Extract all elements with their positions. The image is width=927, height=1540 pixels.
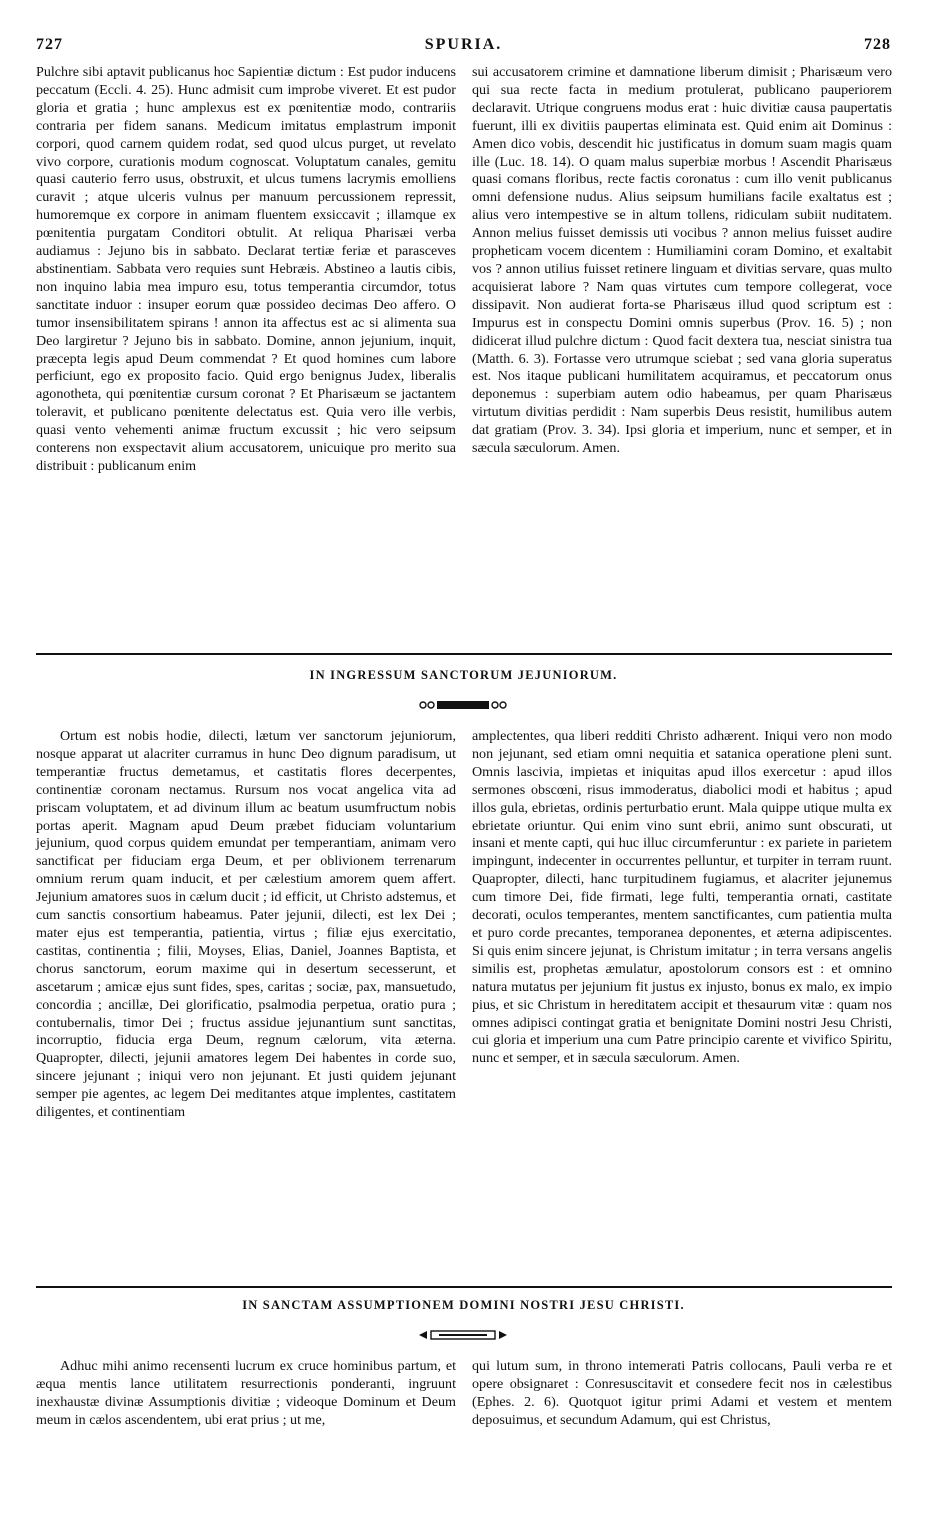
section-2-columns (36, 728, 892, 1122)
section-1-right-text: sui accusatorem crimine et damnatione liberum dimisit ; Pharisæum vero qui sua recte facta in medium protulerat, publicano pauperiorem declaravit. Utrique congruens modus erat : huic divitiæ causa paupertatis fuerunt, illi ex divitiis paupertas eliminata est. Quid enim ait Dominus : Amen dico vobis, descendit hic justificatus in domum suam magis quam ille (Luc. 18. 14). O quam malus superbiæ morbus ! Ascendit Pharisæus quasi comans floribus, recte factis coronatus : cum illo venit publicanus omni defensione nudus. Alius seipsum humilians facile exaltatus est ; alius vero intempestive se in altum tollens, ridiculam subiit nuditatem. Annon melius fuisset demissis uti vocibus ? annon melius fuisset audire propheticam vocem dicentem : Humiliamini coram Domino, et exaltabit vos ? annon utilius fuisset retinere linguam et divitias servare, quas multo acquisierat labore ? Nam quas virtutes cum tempore collegerat, voce dissipavit. Non audierat forta-se Pharisæus illud quod scriptum est : Impurus est in conspectu Domini omnis superbus (Prov. 16. 5) ; non didicerat illud pulchre dictum : Quod facit dextera tua, nesciat sinistra tua (Matth. 6. 3). Fortasse vero utrumque sciebat ; sed vana gloria superatus est. Nos itaque publicani humilitatem acquiramus, et peccatorum onus deponemus : superbiam autem odio habeamus, per quam Pharisæus virtutum divitias perdidit : Nam superbis Deus resistit, humilibus autem dat gratiam (Prov. 3. 34). Ipsi gloria et imperium, nunc et semper, et in sæcula sæculorum. Amen. (472, 64, 892, 457)
ornament-icon (413, 698, 513, 712)
section-1-columns (36, 64, 892, 476)
section-2-left-text: Ortum est nobis hodie, dilecti, lætum ver sanctorum jejuniorum, nosque apparat ut alacriter curramus in hunc Deo dignum paradisum, ut temperantiæ fructus demetamus, et castitatis flores decerpentes, continentiæ coronam nectamus. Rursum nos vocat angelica vita ad priscam voluptatem, et ad divinum illum ac beatum usumfructum nobis portas aperit. Magnam apud Deum præbet fiduciam voluntarium jejunium, quod corpus quidem emundat per temperantiam, animam vero sanctificat per fiduciam erga Deum, et per oblivionem terrenarum omnium rerum quam inducit, et per cælestium amorem quem affert. Jejunium amatores suos in cælum ducit ; id efficit, ut Christo adstemus, et cum sanctis consortium habeamus. Pater jejunii, dilecti, est lex Dei ; mater ejus est temperantia, patientia, virtus ; filiæ ejus exercitatio, castitas, continentia ; filii, Moyses, Elias, Daniel, Joannes Baptista, et chorus sanctorum, eorum maxime qui in desertum secesserunt, et ascetarum ; amicæ ejus sunt fides, spes, caritas ; sociæ, pax, mansuetudo, concordia ; ancillæ, Dei glorificatio, psalmodia perpetua, oratio pura ; contubernalis, timor Dei ; fructus assidue jejunantium sunt sanctitas, incorruptio, fiducia erga Deum, regnum cælorum, vita æterna. Quapropter, dilecti, jejunii amatores legem Dei habentes in corde suo, sincere jejunant ; iniqui vero non jejunant. Et justi quidem jejunant semper pie agentes, ac legem Dei meditantes atque implentes, castitatem diligentes, et continentiam (36, 728, 456, 1121)
page-number-right: 728 (864, 36, 891, 53)
section-3-left-text: Adhuc mihi animo recensenti lucrum ex cruce hominibus partum, et æqua mentis lance utilitatem resurrectionis ponderanti, ingruunt inexhaustæ divinæ Assumptionis divitiæ ; videoque Dominum et Deum meum in cælos ascendentem, ubi erat prius ; ut me, (36, 1358, 456, 1428)
section-3-right-column (472, 1358, 892, 1430)
section-1-left-text: Pulchre sibi aptavit publicanus hoc Sapientiæ dictum : Est pudor inducens peccatum (Eccli. 4. 25). Hunc admisit cum improbe viveret. Et est pudor gloria et gratia ; hunc amplexus est ex pœnitentiæ modo, contrariis contraria per fidem sanans. Medicum imitatus emplastrum imponit corpori, quod carnem quidem rodat, sed quod ulcus purget, ut revelato vivo corpore, curationis modum cognoscat. Voluptatum canales, gemitu quasi cauterio ferro usus, obstruxit, et ulcus tumens lacrymis emolliens curavit ; atque ulceris vulnus per manuum percussionem repressit, humoremque ex corpore in animam fluentem exsiccavit ; illamque ex pœnitentia purgatam Conditori obtulit. At reliqua Pharisæi verba audiamus : Jejuno bis in sabbato. Declarat tertiæ feriæ et parasceves abstinentiam. Sabbata vero requies sunt Hebræis. Abstineo a lautis cibis, non inquino labia mea impuro esu, totus temperantia circumdor, totus sanctitate induor : insuper eorum quæ possideo decimas Deo affero. O tumor insensibilitatem spirans ! annon ita affectus est ac si alimenta sua Deo largiretur ? Jejuno bis in sabbato. Domine, annon jejunium, inquit, præcepta legis apud Deum commendat ? Et quod homines cum labore perficiunt, ego ex proposito facio. Quid ergo benignus Judex, liberalis agonotheta, qui pœnitentiæ cursum coronat ? Et Pharisæum se jactantem toleravit, et publicano pœnitente delectatus est. Quia vero ille verbis, quasi vento vehementi animæ fructum excussit ; hic vero seipsum conterens non exspectavit alium accusatorem, unicuique pro merito sua distribuit : publicanum enim (36, 64, 456, 474)
section-2-right-text: amplectentes, qua liberi redditi Christo adhærent. Iniqui vero non modo non jejunant, sed etiam omni nequitia et satanica operatione pleni sunt. Omnis lascivia, impietas et iniquitas apud illos exercetur : apud illos sermones obscœni, risus immoderatus, diabolici modi et habitus ; apud illos gula, ebrietas, ordinis perturbatio erunt. Mala quippe utique multa ex ebrietate oriuntur. Qui enim vino sunt ebrii, animo sunt obscurati, ut insani et mente capti, qui huc illuc circumferuntur : ex pariete in parietem impingunt, indecenter in occurrentes pelluntur, et turpiter in terram ruunt. Quapropter, dilecti, hanc turpitudinem fugiamus, et alacriter jejunemus cum timore Dei, fide firmati, lege fulti, temperantia ornati, castitate decorati, oculos temperantes, mentem sanctificantes, cum patientia multa et puro corde precantes, temporanea deponentes, et æterna adipiscentes. Si quis enim sincere jejunat, is Christum imitatur ; in terra versans angelis similis est, prophetas æmulatur, apostolorum consors est : et omnino natura mutatus per jejunium fit justus ex injusto, bonus ex malo, ex impio pius, et sic Christum in hereditatem accipit et thesaurum vitæ : quam nos omnes adipisci contingat gratia et benignitate Domini nostri Jesu Christi, cui gloria et imperium una cum Patre principio carente et vivifico Spiritu, nunc et semper, et in sæcula sæculorum. Amen. (472, 728, 892, 1067)
running-title: SPURIA. (424, 36, 503, 53)
section-2-right-column (472, 728, 892, 1122)
section-divider-1 (36, 653, 892, 655)
page-header (36, 36, 891, 58)
section-2-title: IN INGRESSUM SANCTORUM JEJUNIORUM. (309, 668, 618, 682)
section-3-left-column (36, 1358, 456, 1430)
section-2-left-column (36, 728, 456, 1122)
section-3-right-text: qui lutum sum, in throno intemerati Patris collocans, Pauli verba re et opere obsignaret : Conresuscitavit et consedere fecit nos in cælestibus (Ephes. 2. 6). Quotquot igitur primi Adami et vestem et mentem deposuimus, et secundum Adamum, qui est Christus, (472, 1358, 892, 1428)
section-1-left-column (36, 64, 456, 476)
section-3-title: IN SANCTAM ASSUMPTIONEM DOMINI NOSTRI JESU CHRISTI. (242, 1298, 685, 1312)
section-divider-2 (36, 1286, 892, 1288)
section-3-columns (36, 1358, 892, 1430)
section-1-right-column (472, 64, 892, 476)
ornament-icon (413, 1328, 513, 1342)
page-number-left: 727 (36, 36, 63, 53)
